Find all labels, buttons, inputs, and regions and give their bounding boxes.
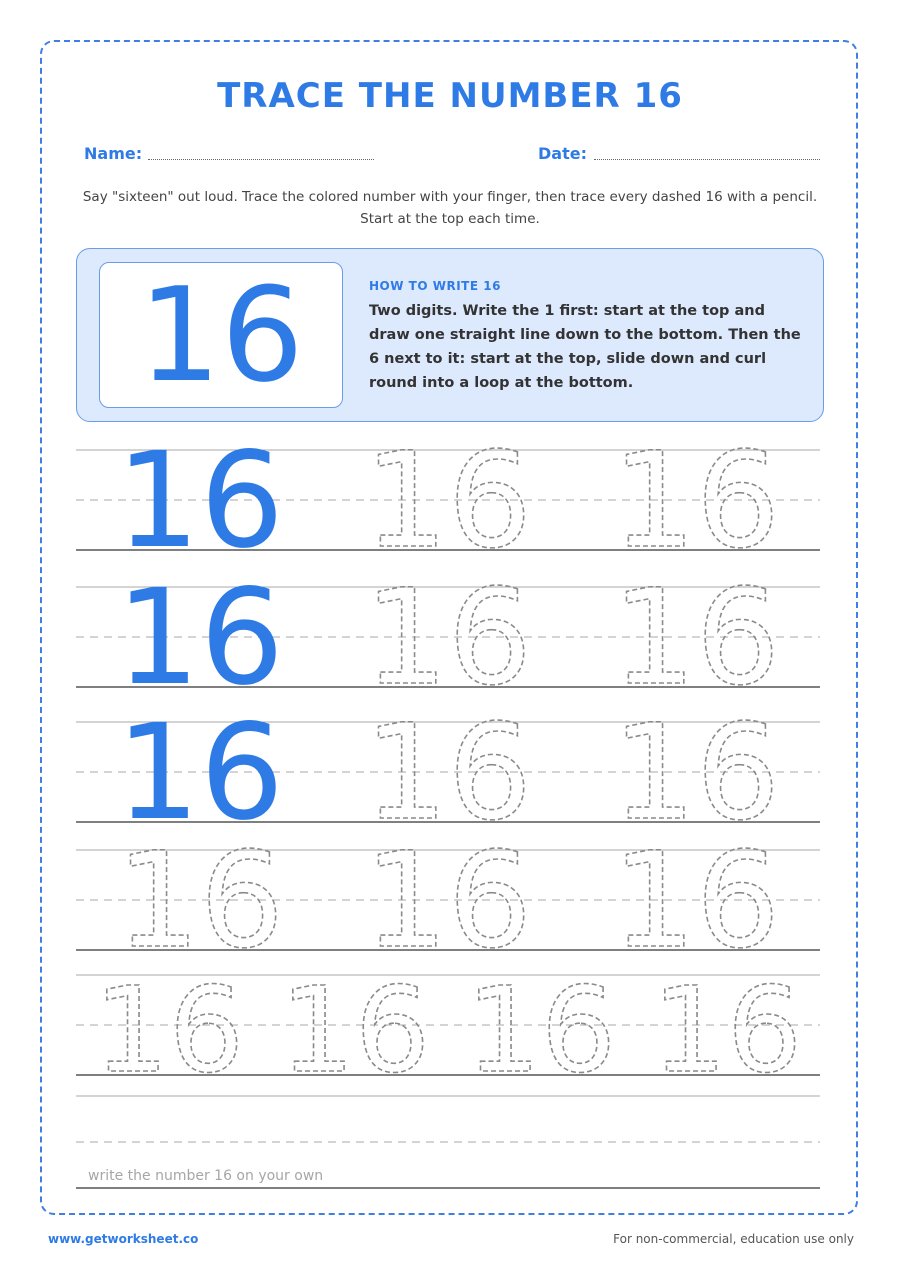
dashed-number-16: 16 bbox=[651, 961, 803, 1099]
date-label: Date: bbox=[538, 144, 587, 163]
dashed-number-16: 16 bbox=[612, 561, 780, 715]
dashed-number-16: 16 bbox=[116, 824, 284, 978]
dashed-number-16: 16 bbox=[93, 961, 245, 1099]
how-to-text: Two digits. Write the 1 first: start at the top and draw one straight line down to the bottom. Then the 6 next to it: start at the top, slide down and curl round into a loop at the bottom. bbox=[369, 303, 801, 391]
dashed-number-16: 16 bbox=[364, 424, 532, 578]
big-number: 16 bbox=[138, 259, 304, 411]
dashed-number-16: 16 bbox=[364, 696, 532, 850]
solid-number-16: 16 bbox=[116, 424, 284, 578]
footer-site: www.getworksheet.co bbox=[48, 1232, 199, 1246]
page-title: TRACE THE NUMBER 16 bbox=[217, 76, 683, 116]
solid-number-16: 16 bbox=[116, 696, 284, 850]
dashed-number-16: 16 bbox=[612, 424, 780, 578]
instructions: Say "sixteen" out loud. Trace the colored number with your finger, then trace every dashed 16 with a pencil. Start at the top each time. bbox=[82, 189, 818, 227]
dashed-number-16: 16 bbox=[364, 824, 532, 978]
solid-number-16: 16 bbox=[116, 561, 284, 715]
dashed-number-16: 16 bbox=[612, 696, 780, 850]
dashed-number-16: 16 bbox=[279, 961, 431, 1099]
footer-notice: For non-commercial, education use only bbox=[613, 1232, 854, 1246]
free-write-prompt: write the number 16 on your own bbox=[88, 1168, 324, 1184]
dashed-number-16: 16 bbox=[612, 824, 780, 978]
dashed-number-16: 16 bbox=[465, 961, 617, 1099]
name-label: Name: bbox=[84, 144, 143, 163]
how-to-heading: HOW TO WRITE 16 bbox=[369, 279, 501, 293]
dashed-number-16: 16 bbox=[364, 561, 532, 715]
